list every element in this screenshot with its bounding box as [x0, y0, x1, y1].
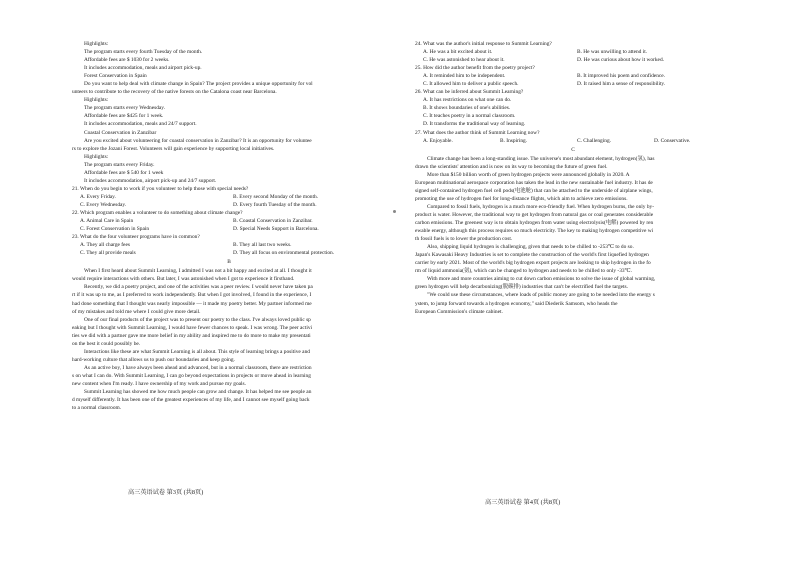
- option-24-a[interactable]: A. He was a bit excited about it.: [423, 49, 493, 56]
- text-line: ewable energy, although this process requires so much electricity. The key to making hydrogen competitive wi: [415, 228, 654, 235]
- option-26-c[interactable]: C. It teaches poetry in a normal classroom.: [423, 113, 516, 120]
- question-25: 25. How did the author benefit from the poetry project?: [415, 65, 535, 72]
- option-25-a[interactable]: A. It reminded him to be independent.: [423, 73, 506, 80]
- text-line: Interactions like these are what Summit Learning is all about. This style of learning brings a positive and: [84, 348, 310, 355]
- question-21: 21. When do you begin to work if you volunteer to help those with special needs?: [72, 185, 249, 192]
- left-page: [72, 40, 386, 412]
- option-25-b[interactable]: B. It improved his poem and confidence.: [577, 73, 666, 80]
- question-21-options-row-1: [72, 193, 386, 201]
- option-23-b[interactable]: B. They all last two weeks.: [233, 242, 292, 249]
- text-line: carrier by early 2021. Most of the world's big hydrogen export projects are looking to ship hydrogen in the fo: [415, 260, 651, 267]
- text-line: "We could use these circumstances, where loads of public money are going to be needed into the energy s: [427, 292, 655, 299]
- option-24-c[interactable]: C. He was astonished to hear about it.: [423, 57, 505, 64]
- right-page: [415, 40, 731, 316]
- page-footer-right: 高三英语试卷 第4页 (共8页): [485, 499, 561, 506]
- question-22-options-row-2: [72, 225, 386, 233]
- section-b-heading: B: [227, 259, 231, 266]
- text-line: new content when I'm ready. I have ownership of my work and pursue my goals.: [72, 380, 246, 387]
- text-line: One of our final products of the project was to present our poetry to the class. I've always loved public sp: [84, 316, 311, 323]
- spain-paragraph: [72, 80, 386, 96]
- text-line: ystem, to jump forward towards a hydrogen economy," said Diederik Samsom, who heads the: [415, 300, 618, 307]
- text-line: Affordable fees are $ 540 for 1 week: [84, 169, 164, 176]
- text-line: Affordable fees are $ 1030 for 2 weeks.: [84, 57, 170, 64]
- text-line: When I first heard about Summit Learning, I admitted I was not a bit happy and excited at all. I thought it: [84, 268, 312, 275]
- page-footer-left: 高三英语试卷 第3页 (共8页): [128, 489, 204, 496]
- question-25-options-row-1: [415, 72, 731, 80]
- text-line: rs to explore the Jozani Forest. Volunteers will gain experience by supporting local initiatives.: [72, 145, 275, 152]
- text-line: th fossil fuels is to lower the production cost.: [415, 236, 513, 243]
- text-line: s on what I can do. With Summit Learning, I can go beyond expectations in projects or move ahead in learning: [72, 372, 311, 379]
- option-23-c[interactable]: C. They all provide meals: [80, 250, 136, 257]
- text-line: Coastal Conservation in Zanzibar: [84, 129, 157, 136]
- option-23-d[interactable]: D. They all focus on environmental protection.: [233, 250, 335, 257]
- question-24-options-row-1: [415, 48, 731, 56]
- text-line: Summit Learning has showed me how much people can grow and change. It has helped me see people an: [84, 389, 312, 396]
- option-26-d[interactable]: D. It transforms the traditional way of learning.: [423, 121, 526, 128]
- text-line: The program starts every Friday.: [84, 161, 155, 168]
- option-25-d[interactable]: D. It raised him a sense of responsibility.: [577, 81, 666, 88]
- question-27: 27. What does the author think of Summit Learning now?: [415, 129, 540, 136]
- text-line: product is water. However, the traditional way to get hydrogen from natural gas or coal generates considerable: [415, 211, 654, 218]
- text-line: European multinational aerospace corporation has taken the lead in the new sustainable fuel industry. It has de: [415, 179, 653, 186]
- zanzibar-paragraph: [72, 137, 386, 153]
- text-line: d myself differently. It has been one of the greatest experiences of my life, and I cannot see myself going back: [72, 397, 310, 404]
- option-21-b[interactable]: B. Every second Monday of the month.: [233, 193, 319, 200]
- text-line: Recently, we did a poetry project, and one of the activities was a peer review. I would never have taken pa: [84, 284, 313, 291]
- question-23: 23. What do the four volunteer programs have in common?: [72, 234, 200, 241]
- option-21-c[interactable]: C. Every Wednesday.: [80, 201, 127, 208]
- option-22-b[interactable]: B. Coastal Conservation in Zanzibar.: [233, 218, 313, 225]
- program-highlights-block-3: [72, 153, 386, 185]
- option-27-a[interactable]: A. Enjoyable.: [423, 137, 453, 144]
- text-line: Highlights:: [84, 97, 109, 104]
- text-line: It includes accommodation, airport pick-up and 24/7 support.: [84, 177, 217, 184]
- program-highlights-block-2: [72, 96, 386, 136]
- text-line: Also, shipping liquid hydrogen is challenging, given that needs to be chilled to -253℃ to do so.: [427, 244, 634, 251]
- option-27-c[interactable]: C. Challenging.: [577, 137, 611, 144]
- text-line: Do you want to help deal with climate change in Spain? The project provides a unique opportunity for vol: [84, 81, 313, 88]
- question-27-options: [415, 137, 731, 145]
- text-line: Are you excited about volunteering for coastal conservation in Zanzibar? It is an opportunity for voluntee: [84, 137, 312, 144]
- text-line: Japan's Kawasaki Heavy Industries is set to complete the construction of the world's first liquefied hydrogen: [415, 252, 649, 259]
- question-21-options-row-2: [72, 201, 386, 209]
- text-line: would require interactions with others. But later, I was astonished when I got to experience it firsthand.: [72, 276, 295, 283]
- text-line: More than $150 billion worth of green hydrogen projects were announced globally in 2020. A: [427, 171, 630, 178]
- text-line: The program starts every fourth Tuesday of the month.: [84, 49, 203, 56]
- text-line: promoting the use of hydrogen fuel for long-distance flights, which aim to achieve zero emissions.: [415, 195, 628, 202]
- question-26: 26. What can be inferred about Summit Learning?: [415, 89, 524, 96]
- text-line: It includes accommodation, meals and airport pick-up.: [84, 65, 202, 72]
- question-25-options-row-2: [415, 80, 731, 88]
- text-line: European Commission's climate cabinet.: [415, 308, 503, 315]
- text-line: As an active boy, I have always been ahead and advanced, but in a normal classroom, there are restriction: [84, 364, 312, 371]
- text-line: Affordable fees are $425 for 1 week.: [84, 113, 164, 120]
- option-27-d[interactable]: D. Conservative.: [654, 137, 691, 144]
- text-line: had done something that I thought was nearly impossible — it made my poetry better. My partner informed me: [72, 300, 312, 307]
- question-24: 24. What was the author's initial response to Summit Learning?: [415, 41, 552, 47]
- text-line: hard-working culture that allows us to push our boundaries and keep going.: [72, 356, 235, 363]
- program-highlights-block-1: [72, 40, 386, 80]
- text-line: carbon emissions. The greenest way is to obtain hydrogen from water using electrolysis(电解) powered by ren: [415, 220, 654, 227]
- text-line: to a normal classroom.: [72, 405, 122, 412]
- text-line: Climate change has been a long-standing issue. The universe's most abundant element, hydrogen(氢), has: [427, 155, 655, 162]
- option-21-a[interactable]: A. Every Friday.: [80, 193, 116, 200]
- option-26-b[interactable]: B. It shows boundaries of one's abilities.: [423, 105, 511, 112]
- option-22-d[interactable]: D. Special Needs Support in Barcelona.: [233, 226, 319, 233]
- text-line: The program starts every Wednesday.: [84, 105, 165, 112]
- text-line: unteers to contribute to the recovery of the native forests on the Catalona coast near Barcelona.: [72, 89, 277, 96]
- option-22-c[interactable]: C. Forest Conservation in Spain: [80, 226, 150, 233]
- option-23-a[interactable]: A. They all charge fees: [80, 242, 130, 249]
- option-21-d[interactable]: D. Every fourth Tuesday of the month.: [233, 201, 317, 208]
- option-24-b[interactable]: B. He was unwilling to attend it.: [577, 49, 648, 56]
- text-line: of my mistakes and told me where I could give more detail.: [72, 308, 201, 315]
- question-23-options-row-2: [72, 249, 386, 257]
- text-line: rt if it was up to me, as I preferred to work independently. But when I got involved, I found in the experience, I: [72, 292, 312, 299]
- text-line: on the best it could possibly be.: [72, 340, 141, 347]
- option-26-a[interactable]: A. It has restrictions on what one can do.: [423, 97, 512, 104]
- option-24-d[interactable]: D. He was curious about how it worked.: [577, 57, 664, 64]
- question-22: 22. Which program enables a volunteer to do something about climate change?: [72, 209, 243, 216]
- option-22-a[interactable]: A. Animal Care in Spain: [80, 218, 134, 225]
- section-c-heading: C: [571, 146, 575, 153]
- text-line: drawn the scientists' attention and is now on its way to becoming the future of green fuel.: [415, 163, 608, 170]
- text-line: eaking but I thought with Summit Learning, I would have fewer chances to speak. I was wrong. The peer activi: [72, 324, 313, 331]
- binding-dot: [393, 210, 396, 213]
- text-line: With more and more countries aiming to cut down carbon emissions to solve the issue of global warming,: [427, 276, 656, 283]
- text-line: Highlights:: [84, 153, 109, 160]
- text-line: It includes accommodation, meals and 24/7 support.: [84, 121, 197, 128]
- passage-c: [415, 155, 731, 316]
- question-22-options-row-1: [72, 217, 386, 225]
- passage-b: [72, 267, 386, 412]
- text-line: Highlights:: [84, 41, 109, 47]
- question-24-options-row-2: [415, 56, 731, 64]
- text-line: Forest Conservation in Spain: [84, 73, 147, 80]
- question-23-options-row-1: [72, 241, 386, 249]
- option-27-b[interactable]: B. Inspiring.: [500, 137, 528, 144]
- text-line: Compared to fossil fuels, hydrogen is a much more eco-friendly fuel. When hydrogen burns, the only by-: [427, 203, 655, 210]
- text-line: green hydrogen will help decarbonizing(脱碳排) industries that can't be electrified fuel the targets.: [415, 284, 628, 291]
- text-line: signed self-contained hydrogen fuel cell pods(电池舱) that can be attached to the underside of airplane wings,: [415, 187, 653, 194]
- text-line: ties we did with a partner gave me more belief in my ability and inspired me to do more to make my presentati: [72, 332, 311, 339]
- option-25-c[interactable]: C. It allowed him to deliver a public speech.: [423, 81, 519, 88]
- text-line: rm of liquid ammonia(氨), which can be changed to hydrogen and needs to be chilled to only -33℃.: [415, 268, 632, 275]
